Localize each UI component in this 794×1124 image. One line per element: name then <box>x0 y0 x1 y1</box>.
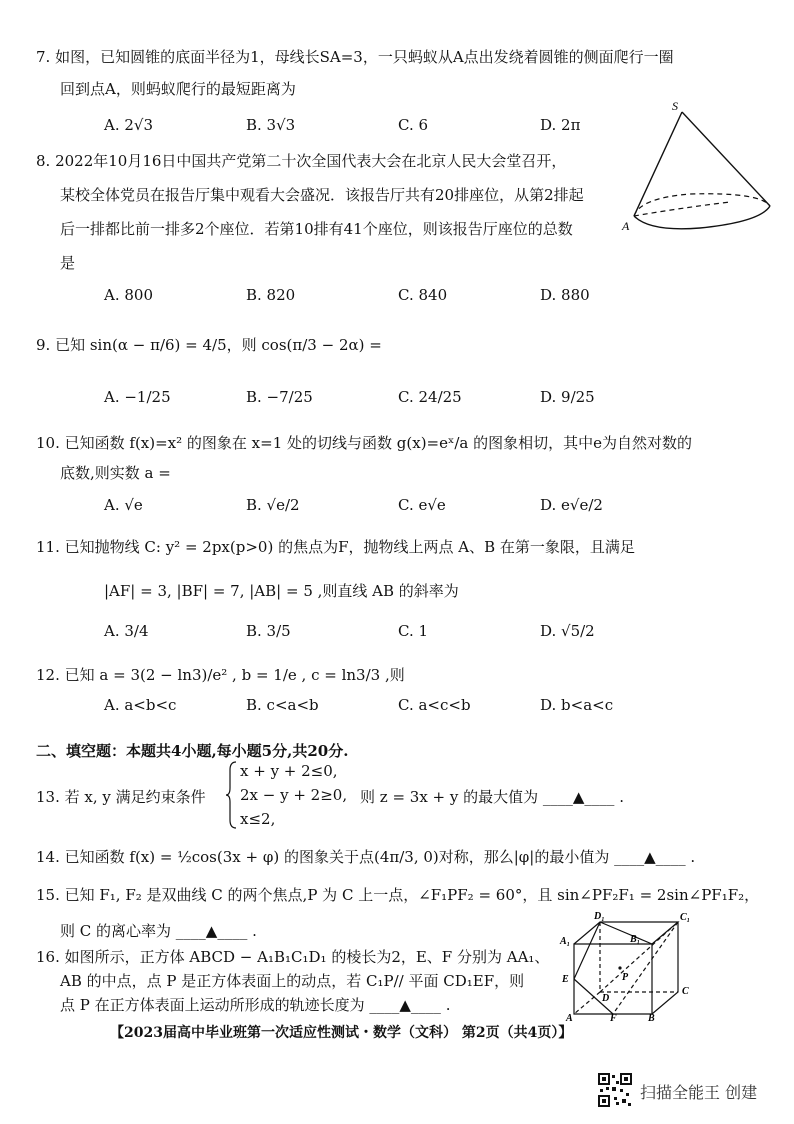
cube-label-b: B <box>648 1013 655 1022</box>
q12-option-c: C. a<c<b <box>398 696 471 714</box>
q12-option-b: B. c<a<b <box>246 696 319 714</box>
q15-stem-line1: 15. 已知 F₁, F₂ 是双曲线 C 的两个焦点,P 为 C 上一点，∠F₁PF₂ = 60°，且 sin∠PF₂F₁ = 2sin∠PF₁F₂， <box>36 886 760 904</box>
q11-option-b: B. 3/5 <box>246 622 291 640</box>
q7-option-b: B. 3√3 <box>246 116 296 134</box>
q10-option-b: B. √e/2 <box>246 496 300 514</box>
q9-option-b: B. −7/25 <box>246 388 313 406</box>
cube-label-d1: D₁ <box>594 911 605 922</box>
q7-option-c: C. 6 <box>398 116 429 134</box>
q10-option-c: C. e√e <box>398 496 446 514</box>
q7-stem-line1: 7. 如图，已知圆锥的底面半径为1，母线长SA=3，一只蚂蚁从A点出发绕着圆锥的侧面爬行一圈 <box>36 48 674 66</box>
q11-stem-line2: |AF| = 3, |BF| = 7, |AB| = 5 ,则直线 AB 的斜率为 <box>104 582 459 600</box>
q10-stem-line1: 10. 已知函数 f(x)=x² 的图象在 x=1 处的切线与函数 g(x)=eˣ/a 的图象相切，其中e为自然对数的 <box>36 434 693 452</box>
cube-label-c: C <box>682 986 689 997</box>
cube-label-d: D <box>602 993 610 1004</box>
q8-stem-line1: 8. 2022年10月16日中国共产党第二十次全国代表大会在北京人民大会堂召开， <box>36 152 567 170</box>
q12-option-a: A. a<b<c <box>104 696 177 714</box>
q9-option-c: C. 24/25 <box>398 388 462 406</box>
q8-option-d: D. 880 <box>540 286 590 304</box>
cube-label-e: E <box>562 974 569 985</box>
cube-label-f: F <box>610 1013 617 1022</box>
q16-stem-line1: 16. 如图所示，正方体 ABCD − A₁B₁C₁D₁ 的棱长为2，E、F 分别为 AA₁、 <box>36 948 550 966</box>
q16-stem-line2: AB 的中点，点 P 是正方体表面上的动点，若 C₁P// 平面 CD₁EF，则 <box>60 972 525 990</box>
q13-tail: 则 z = 3x + y 的最大值为 ____▲____ . <box>360 788 624 806</box>
q15-stem-line2: 则 C 的离心率为 ____▲____ . <box>60 922 257 940</box>
cone-label-s: S <box>672 100 678 113</box>
q12-stem: 12. 已知 a = 3(2 − ln3)/e² , b = 1/e , c = ln3/3 ,则 <box>36 666 405 684</box>
q10-stem-line2: 底数,则实数 a = <box>60 464 171 482</box>
page-footer: 【2023届高中毕业班第一次适应性测试・数学（文科） 第2页（共4页）】 <box>110 1025 573 1041</box>
scanner-watermark: 扫描全能王 创建 <box>640 1083 758 1102</box>
q11-option-d: D. √5/2 <box>540 622 595 640</box>
cube-label-c1: C₁ <box>680 912 691 923</box>
q14-stem: 14. 已知函数 f(x) = ½cos(3x + φ) 的图象关于点(4π/3, 0)对称，那么|φ|的最小值为 ____▲____ . <box>36 848 696 866</box>
q10-option-d: D. e√e/2 <box>540 496 603 514</box>
q9-option-a: A. −1/25 <box>104 388 171 406</box>
q11-option-a: A. 3/4 <box>104 622 149 640</box>
q9-stem: 9. 已知 sin(α − π/6) = 4/5，则 cos(π/3 − 2α) = <box>36 336 382 354</box>
qr-code-icon <box>598 1073 632 1107</box>
q8-stem-line4: 是 <box>60 254 76 272</box>
cone-label-a: A <box>622 219 630 233</box>
q7-option-a: A. 2√3 <box>104 116 154 134</box>
q7-option-d: D. 2π <box>540 116 581 134</box>
cube-figure <box>548 910 698 1022</box>
q8-stem-line2: 某校全体党员在报告厅集中观看大会盛况．该报告厅共有20排座位，从第2排起 <box>60 186 584 204</box>
q11-stem-line1: 11. 已知抛物线 C: y² = 2px(p>0) 的焦点为F，抛物线上两点 A、B 在第一象限，且满足 <box>36 538 635 556</box>
q10-option-a: A. √e <box>104 496 143 514</box>
cone-figure <box>620 100 790 240</box>
q16-stem-line3: 点 P 在正方体表面上运动所形成的轨迹长度为 ____▲____ . <box>60 996 451 1014</box>
q8-option-a: A. 800 <box>104 286 153 304</box>
q11-option-c: C. 1 <box>398 622 429 640</box>
cube-label-a1: A₁ <box>560 936 571 947</box>
q9-option-d: D. 9/25 <box>540 388 595 406</box>
q13-constraint-1: x + y + 2≤0, <box>240 762 338 780</box>
q13-constraint-2: 2x − y + 2≥0, <box>240 786 348 804</box>
q13-constraint-3: x≤2, <box>240 810 276 828</box>
cube-label-a: A <box>566 1013 573 1022</box>
q13-stem: 13. 若 x, y 满足约束条件 <box>36 788 206 806</box>
q12-option-d: D. b<a<c <box>540 696 614 714</box>
cube-label-p: P <box>622 972 629 983</box>
cube-label-b1: B₁ <box>630 934 641 945</box>
q13-brace <box>226 760 238 830</box>
q8-stem-line3: 后一排都比前一排多2个座位．若第10排有41个座位，则该报告厅座位的总数 <box>60 220 573 238</box>
section-fill-in-heading: 二、填空题：本题共4小题,每小题5分,共20分. <box>36 742 349 760</box>
q7-stem-line2: 回到点A，则蚂蚁爬行的最短距离为 <box>60 80 296 98</box>
q8-option-b: B. 820 <box>246 286 296 304</box>
q8-option-c: C. 840 <box>398 286 448 304</box>
